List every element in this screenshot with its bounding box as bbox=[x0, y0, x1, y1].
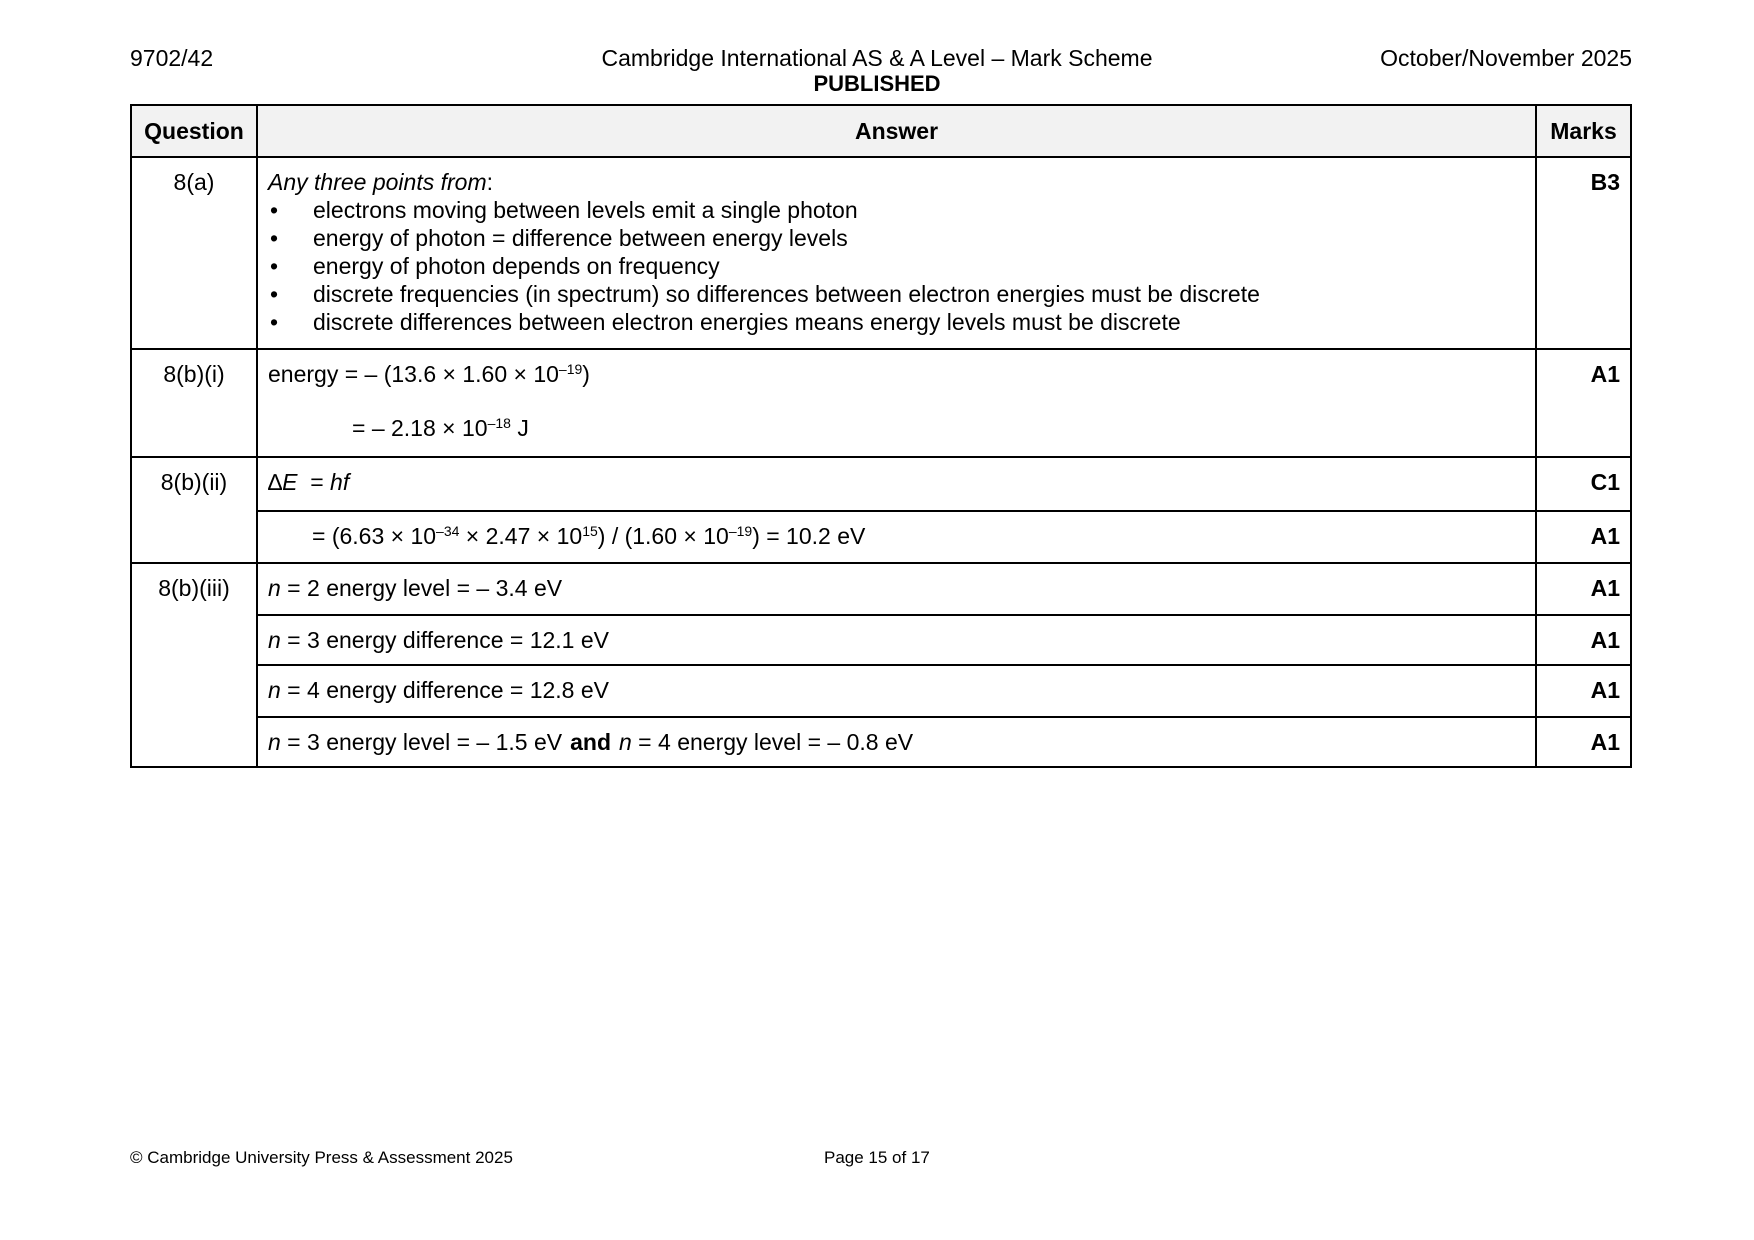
column-header-marks: Marks bbox=[1536, 105, 1631, 157]
header-date: October/November 2025 bbox=[1380, 45, 1632, 71]
answer-cell: n = 3 energy difference = 12.1 eV bbox=[257, 615, 1536, 665]
question-number: 8(b)(ii) bbox=[131, 457, 257, 563]
answer-cell: Any three points from: • electrons moving between levels emit a single photon • energy of photon = difference between energy levels • energy of photon depends on frequency • discrete frequencies (in spectrum) so differences between electron energies must be discrete • discrete differences between electron energies means energy levels must be discrete bbox=[257, 157, 1536, 349]
list-item: • discrete frequencies (in spectrum) so differences between electron energies must be discrete bbox=[268, 280, 1525, 308]
marks-cell: A1 bbox=[1536, 563, 1631, 615]
question-number: 8(b)(iii) bbox=[131, 563, 257, 767]
marks-cell: A1 bbox=[1536, 615, 1631, 665]
list-item: • electrons moving between levels emit a single photon bbox=[268, 196, 1525, 224]
header-title: Cambridge International AS & A Level – Mark Scheme bbox=[601, 45, 1153, 71]
answer-cell: ∆E = hf bbox=[257, 457, 1536, 511]
table-row bbox=[131, 563, 1631, 615]
answer-cell: n = 3 energy level = – 1.5 eV and n = 4 energy level = – 0.8 eV bbox=[257, 717, 1536, 767]
marks-cell: A1 bbox=[1536, 665, 1631, 717]
table-row bbox=[131, 157, 1631, 349]
question-number: 8(a) bbox=[131, 157, 257, 349]
marks-cell: A1 bbox=[1536, 349, 1631, 457]
marks-cell: B3 bbox=[1536, 157, 1631, 349]
marks-cell: C1 bbox=[1536, 457, 1631, 511]
table-row bbox=[131, 717, 1631, 767]
list-item: • energy of photon depends on frequency bbox=[268, 252, 1525, 280]
marks-cell: A1 bbox=[1536, 511, 1631, 563]
column-header-question: Question bbox=[131, 105, 257, 157]
footer-copyright: © Cambridge University Press & Assessment 2025 bbox=[130, 1148, 513, 1167]
table-row bbox=[131, 349, 1631, 457]
table-row bbox=[131, 511, 1631, 563]
answer-line: energy = – $(13.6 \times 1.60 \times 10^{-19})$ bbox=[268, 361, 590, 387]
header-published: PUBLISHED bbox=[813, 71, 941, 96]
marks-cell: A1 bbox=[1536, 717, 1631, 767]
answer-line: = – $2.18 \times 10^{-18}$ J bbox=[352, 415, 529, 441]
footer-page-number: Page 15 of 17 bbox=[824, 1148, 930, 1167]
header-paper-code: 9702/42 bbox=[130, 45, 214, 71]
answer-cell bbox=[257, 349, 1536, 457]
answer-cell: n = 2 energy level = – 3.4 eV bbox=[257, 563, 1536, 615]
answer-intro: Any three points from bbox=[268, 169, 487, 195]
question-number: 8(b)(i) bbox=[131, 349, 257, 457]
list-item: • energy of photon = difference between energy levels bbox=[268, 224, 1525, 252]
column-header-answer: Answer bbox=[257, 105, 1536, 157]
table-header-row bbox=[131, 105, 1631, 157]
table-row bbox=[131, 457, 1631, 511]
answer-cell: = $(6.63 \times 10^{-34} \times 2.47 \times 10^{15}) / (1.60 \times 10^{-19}) = 10.2$ eV bbox=[257, 511, 1536, 563]
answer-points-list bbox=[268, 196, 1525, 336]
table-row bbox=[131, 665, 1631, 717]
mark-scheme-table bbox=[130, 104, 1632, 768]
answer-cell: n = 4 energy difference = 12.8 eV bbox=[257, 665, 1536, 717]
table-row bbox=[131, 615, 1631, 665]
list-item: • discrete differences between electron energies means energy levels must be discrete bbox=[268, 308, 1525, 336]
